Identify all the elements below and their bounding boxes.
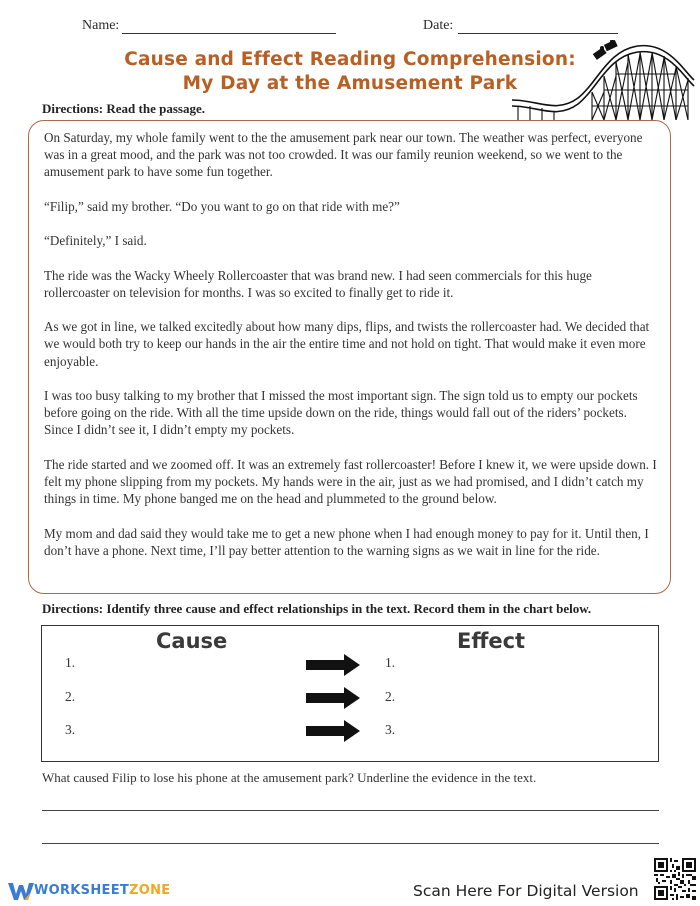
cause-header: Cause	[156, 629, 228, 653]
worksheetzone-logo-icon	[8, 881, 34, 901]
name-line[interactable]	[122, 33, 336, 34]
rollercoaster-illustration	[508, 40, 698, 120]
right-arrow-icon	[306, 654, 360, 676]
title-line-1: Cause and Effect Reading Comprehension:	[124, 49, 576, 70]
effect-number[interactable]: 1.	[385, 655, 396, 670]
logo-text-zone: ZONE	[129, 883, 171, 898]
date-line[interactable]	[458, 33, 618, 34]
title-line-2: My Day at the Amusement Park	[182, 73, 518, 94]
name-label: Name:	[82, 18, 120, 33]
passage-paragraph: On Saturday, my whole family went to the the amusement park near our town. The weather was perfect, everyone was in a great mood, and the park was not too crowded. It was our family reunion weekend, so we went to the amusement park to have some fun together.	[44, 130, 643, 180]
logo-text-worksheet: WORKSHEET	[34, 883, 130, 898]
cause-number[interactable]: 2.	[65, 689, 76, 704]
effect-header: Effect	[457, 629, 526, 653]
date-label: Date:	[423, 18, 454, 33]
effect-number[interactable]: 3.	[385, 722, 396, 737]
passage-paragraph: The ride started and we zoomed off. It was an extremely fast rollercoaster! Before I knew it, we were upside down. I felt my phone slipping from my pockets. My hands were in the air, just as we had promised, and I didn’t catch my things in time. My phone banged me on the head and plummeted to the ground below.	[44, 456, 657, 507]
passage-paragraph: The ride was the Wacky Wheely Rollercoaster that was brand new. I had seen commercials for this huge rollercoaster on television for months. I was so excited to finally get to ride it.	[44, 267, 592, 300]
qr-code[interactable]	[654, 858, 696, 900]
passage-paragraph: I was too busy talking to my brother that I missed the most important sign. The sign told us to empty our pockets before going on the ride. With all the time upside down on the ride, things would fall out of the riders’ pockets. Since I didn’t see it, I didn’t empty my pockets.	[44, 387, 638, 438]
right-arrow-icon	[306, 687, 360, 709]
effect-number[interactable]: 2.	[385, 689, 396, 704]
cause-effect-chart	[41, 625, 659, 762]
answer-line[interactable]	[42, 843, 659, 844]
cause-number[interactable]: 1.	[65, 655, 76, 670]
reading-passage	[28, 120, 671, 594]
passage-paragraph: As we got in line, we talked excitedly about how many dips, flips, and twists the rollercoaster had. We decided that we would both try to keep our hands in the air the entire time and not hold on tight. That would make it even more enjoyable.	[44, 319, 650, 369]
question-text: What caused Filip to lose his phone at the amusement park? Underline the evidence in the text.	[42, 770, 537, 785]
passage-paragraph: “Definitely,” I said.	[44, 233, 147, 249]
passage-paragraph: My mom and dad said they would take me to get a new phone when I had enough money to pay for it. Until then, I don’t have a phone. Next time, I’ll pay better attention to the warning signs as we wait in line for the ride.	[44, 525, 649, 558]
scan-here-text: Scan Here For Digital Version	[413, 882, 639, 900]
cause-number[interactable]: 3.	[65, 722, 76, 737]
directions-read: Directions: Read the passage.	[42, 101, 205, 116]
answer-line[interactable]	[42, 810, 659, 811]
right-arrow-icon	[306, 720, 360, 742]
directions-chart: Directions: Identify three cause and effect relationships in the text. Record them in the chart below.	[42, 601, 592, 616]
worksheetzone-logo[interactable]	[34, 883, 171, 898]
passage-paragraph: “Filip,” said my brother. “Do you want to go on that ride with me?”	[44, 198, 400, 214]
